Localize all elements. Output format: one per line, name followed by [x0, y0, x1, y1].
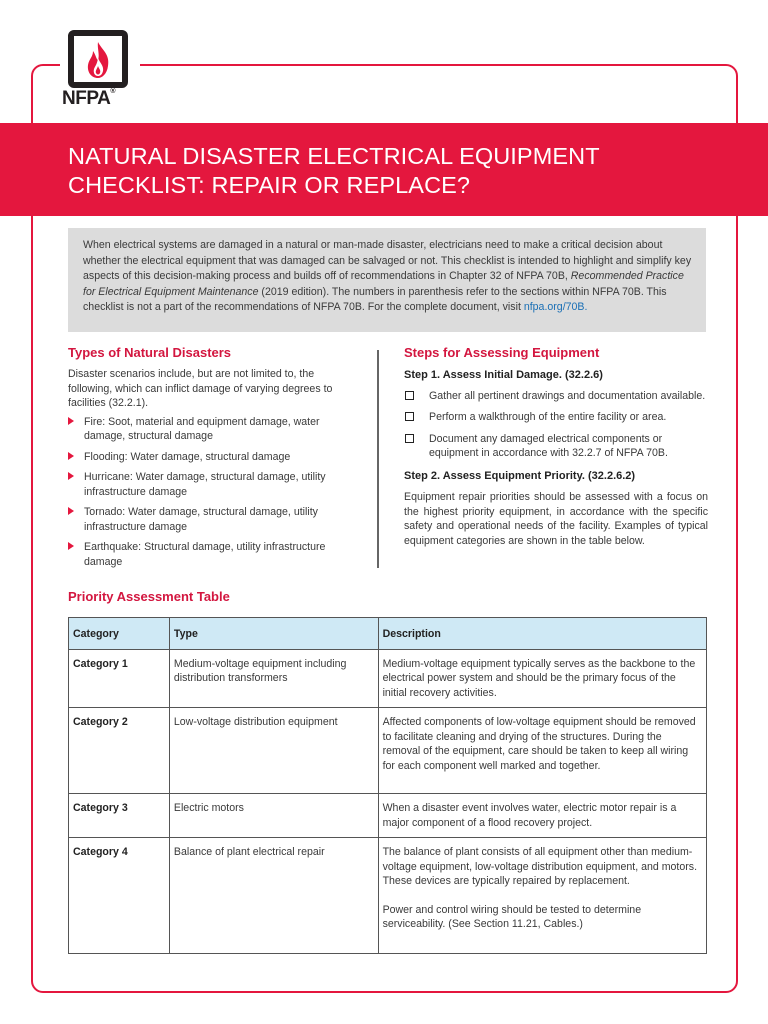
logo-wordmark: NFPA® [62, 88, 115, 109]
arrow-bullet-icon [68, 507, 74, 515]
category-cell: Category 2 [69, 708, 170, 794]
intro-box [68, 228, 706, 332]
checkbox-icon[interactable] [405, 412, 414, 421]
intro-text-cont: (2019 edition). The numbers in parenthesis refer to the sections within NFPA 70B. This checklist is not a part of the recommendations of NFPA 70B. For the complete document, visit [83, 285, 667, 314]
flame-icon [68, 30, 128, 88]
disasters-section [68, 367, 358, 575]
checkbox-icon[interactable] [405, 434, 414, 443]
checklist-item: Perform a walkthrough of the entire facility or area. [404, 410, 708, 425]
type-cell: Medium-voltage equipment including distribution transformers [169, 649, 378, 708]
steps-heading: Steps for Assessing Equipment [404, 345, 600, 360]
column-header: Description [378, 618, 706, 650]
nfpa-logo [60, 20, 140, 110]
arrow-bullet-icon [68, 417, 74, 425]
list-item: Fire: Soot, material and equipment damage, water damage, structural damage [68, 415, 358, 444]
page-title: NATURAL DISASTER ELECTRICAL EQUIPMENT CHECKLIST: REPAIR OR REPLACE? [68, 143, 600, 198]
type-cell: Low-voltage distribution equipment [169, 708, 378, 794]
table-row [69, 838, 707, 954]
steps-section [404, 368, 708, 548]
type-cell: Balance of plant electrical repair [169, 838, 378, 954]
list-item: Tornado: Water damage, structural damage, utility infrastructure damage [68, 505, 358, 534]
intro-text: When electrical systems are damaged in a natural or man-made disaster, electricians need to make a critical decision about whether the electrical equipment that was damaged can be salvaged or not. This checklist is intended to highlight and simplify key aspects of this decision-making process and builds off of recommendations in Chapter 32 of NFPA 70B, [83, 239, 692, 283]
description-cell: Medium-voltage equipment typically serves as the backbone to the electrical power system and should be the primary focus of the initial recovery activities. [378, 649, 706, 708]
description-cell: Affected components of low-voltage equipment should be removed to facilitate cleaning and drying of the structures. During the removal of the equipment, care should be taken to keep all wiring for each component well marked and together. [378, 708, 706, 794]
priority-table [68, 617, 707, 954]
category-cell: Category 4 [69, 838, 170, 954]
checklist-item: Gather all pertinent drawings and documentation available. [404, 389, 708, 404]
step-2-heading: Step 2. Assess Equipment Priority. (32.2.6.2) [404, 469, 636, 482]
table-row [69, 708, 707, 794]
checkbox-icon[interactable] [405, 391, 414, 400]
disasters-heading: Types of Natural Disasters [68, 345, 232, 360]
list-item: Hurricane: Water damage, structural damage, utility infrastructure damage [68, 470, 358, 499]
category-cell: Category 3 [69, 794, 170, 838]
table-header-row [69, 618, 707, 650]
arrow-bullet-icon [68, 472, 74, 480]
intro-publication-title: Recommended Practice for Electrical Equipment Maintenance [83, 270, 684, 298]
type-cell: Electric motors [169, 794, 378, 838]
disasters-list [68, 415, 358, 570]
nfpa-70b-link[interactable]: nfpa.org/70B. [523, 301, 588, 314]
arrow-bullet-icon [68, 452, 74, 460]
title-banner [0, 123, 768, 216]
description-cell: When a disaster event involves water, electric motor repair is a major component of a flood recovery project. [378, 794, 706, 838]
step-1-checklist [404, 389, 708, 461]
list-item: Earthquake: Structural damage, utility infrastructure damage [68, 540, 358, 569]
step-2-text: Equipment repair priorities should be assessed with a focus on the highest priority equipment, in accordance with the specific safety and operational needs of the facility. Examples of typical equipment categories are shown in the table below. [404, 491, 708, 547]
checklist-item: Document any damaged electrical components or equipment in accordance with 32.2.7 of NFPA 70B. [404, 432, 708, 461]
step-1-heading: Step 1. Assess Initial Damage. (32.2.6) [404, 369, 603, 381]
arrow-bullet-icon [68, 542, 74, 550]
table-row [69, 794, 707, 838]
category-cell: Category 1 [69, 649, 170, 708]
list-item: Flooding: Water damage, structural damage [68, 450, 358, 465]
description-cell: The balance of plant consists of all equipment other than medium-voltage equipment, low-voltage distribution equipment, and motors. These devices are typically repaired by replacement. Power and control wiring should be tested to determine serviceability. (See Section 11.21, Cables.) [378, 838, 706, 954]
table-row [69, 649, 707, 708]
table-heading: Priority Assessment Table [68, 589, 230, 604]
column-header: Category [69, 618, 170, 650]
disasters-intro: Disaster scenarios include, but are not limited to, the following, which can inflict damage of varying degrees to facilities (32.2.1). [68, 368, 333, 409]
column-divider [377, 350, 379, 568]
column-header: Type [169, 618, 378, 650]
